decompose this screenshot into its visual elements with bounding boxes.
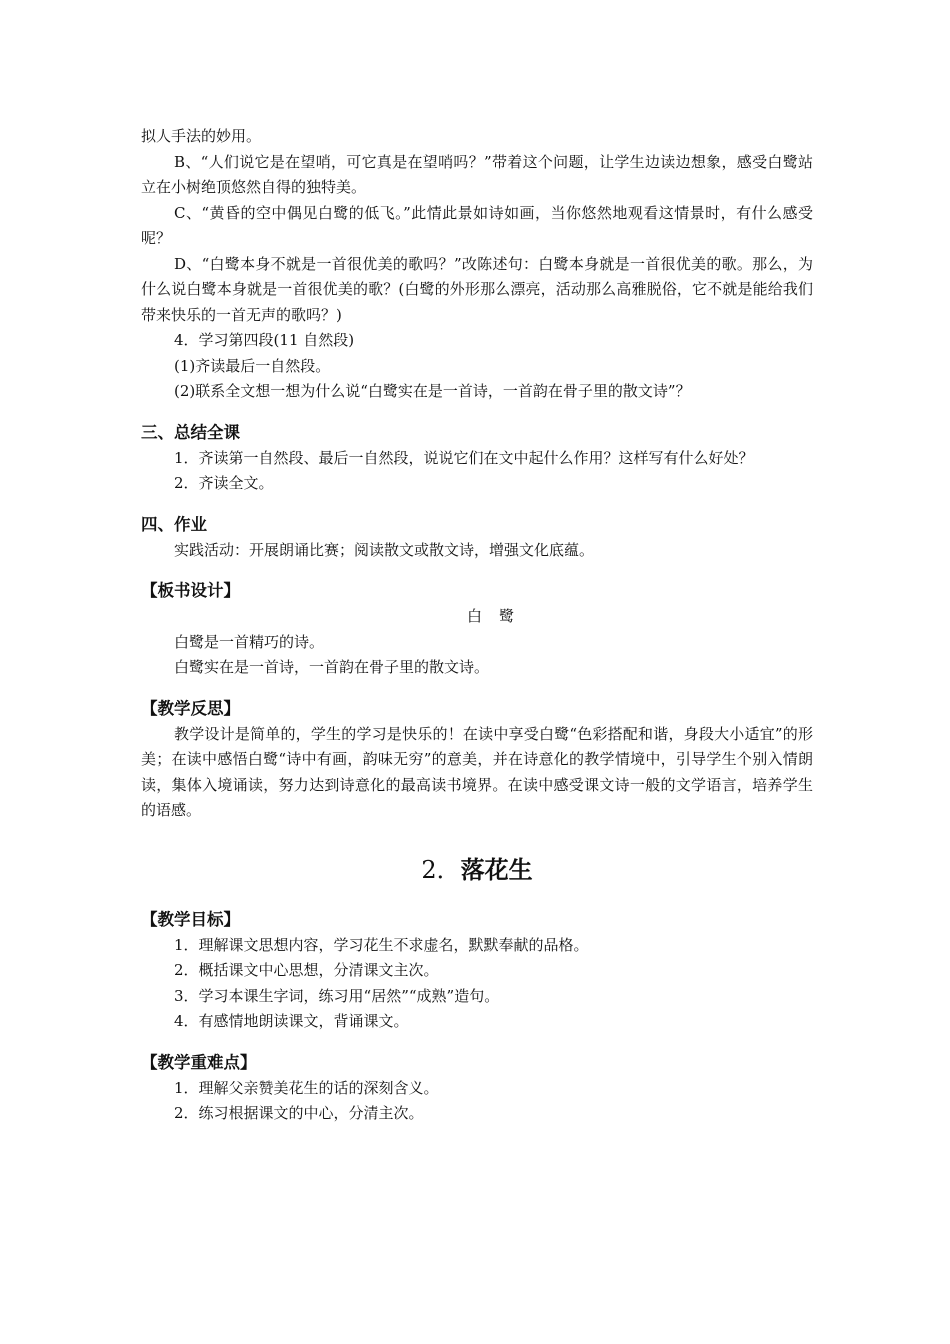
- text-line: 拟人手法的妙用。: [141, 127, 262, 145]
- step-4-heading: 4．学习第四段(11 自然段): [174, 331, 355, 349]
- summary-item-2: 2．齐读全文。: [174, 474, 274, 492]
- keypoint-item-1: 1．理解父亲赞美花生的话的深刻含义。: [174, 1078, 439, 1097]
- lesson-number: 2．: [421, 855, 461, 884]
- homework-text: 实践活动：开展朗诵比赛；阅读散文或散文诗，增强文化底蕴。: [174, 540, 595, 559]
- paragraph-c: C、“黄昏的空中偶见白鹭的低飞。”此情此景如诗如画，当你悠然地观看这情景时，有什么感受呢？: [141, 203, 813, 247]
- step-4-item-2: (2)联系全文想一想为什么说“白鹭实在是一首诗，一首韵在骨子里的散文诗”？: [174, 382, 691, 400]
- reflection-text: 教学设计是简单的，学生的学习是快乐的！在读中享受白鹭“色彩搭配和谐，身段大小适宜”的形美；在读中感悟白鹭“诗中有画，韵味无穷”的意美，并在诗意化的教学情境中，引导学生个别入情朗读，集体入境诵读，努力达到诗意化的最高读书境界。在读中感受课文诗一般的文学语言，培养学生的语感。: [141, 724, 813, 819]
- paragraph-b: B、“人们说它是在望哨，可它真是在望哨吗？”带着这个问题，让学生边读边想象，感受白鹭站立在小树绝顶悠然自得的独特美。: [141, 152, 813, 196]
- section-heading-board-design: 【板书设计】: [141, 581, 240, 600]
- page-content: [141, 124, 813, 1127]
- goal-item-2: 2．概括课文中心思想，分清课文主次。: [174, 961, 439, 979]
- lesson-title: [141, 852, 813, 888]
- goal-item-4: 4．有感情地朗读课文，背诵课文。: [174, 1012, 409, 1030]
- section-heading-keypoints: 【教学重难点】: [141, 1052, 257, 1072]
- section-heading-goals: 【教学目标】: [141, 909, 240, 929]
- lesson-name: 落花生: [460, 855, 533, 884]
- paragraph-d: D、“白鹭本身不就是一首很优美的歌吗？”改陈述句：白鹭本身就是一首很优美的歌。那么，为什么说白鹭本身就是一首很优美的歌？(白鹭的外形那么漂亮，活动那么高雅脱俗，它不就是能给我们带来快乐的一首无声的歌吗？): [141, 254, 813, 324]
- section-heading-homework: 四、作业: [141, 514, 207, 534]
- board-line-2: 白鹭实在是一首诗，一首韵在骨子里的散文诗。: [174, 658, 490, 676]
- summary-item-1: 1．齐读第一自然段、最后一自然段，说说它们在文中起什么作用？这样写有什么好处？: [174, 448, 754, 467]
- goal-item-3: 3．学习本课生字词，练习用“居然”“成熟”造句。: [174, 986, 500, 1005]
- section-heading-summary: 三、总结全课: [141, 422, 240, 442]
- section-heading-reflection: 【教学反思】: [141, 698, 240, 718]
- board-line-1: 白鹭是一首精巧的诗。: [174, 632, 325, 651]
- step-4-item-1: (1)齐读最后一自然段。: [174, 356, 331, 375]
- goal-item-1: 1．理解课文思想内容，学习花生不求虚名，默默奉献的品格。: [174, 935, 589, 954]
- board-title: 白 鹭: [466, 607, 515, 625]
- keypoint-item-2: 2．练习根据课文的中心，分清主次。: [174, 1104, 424, 1122]
